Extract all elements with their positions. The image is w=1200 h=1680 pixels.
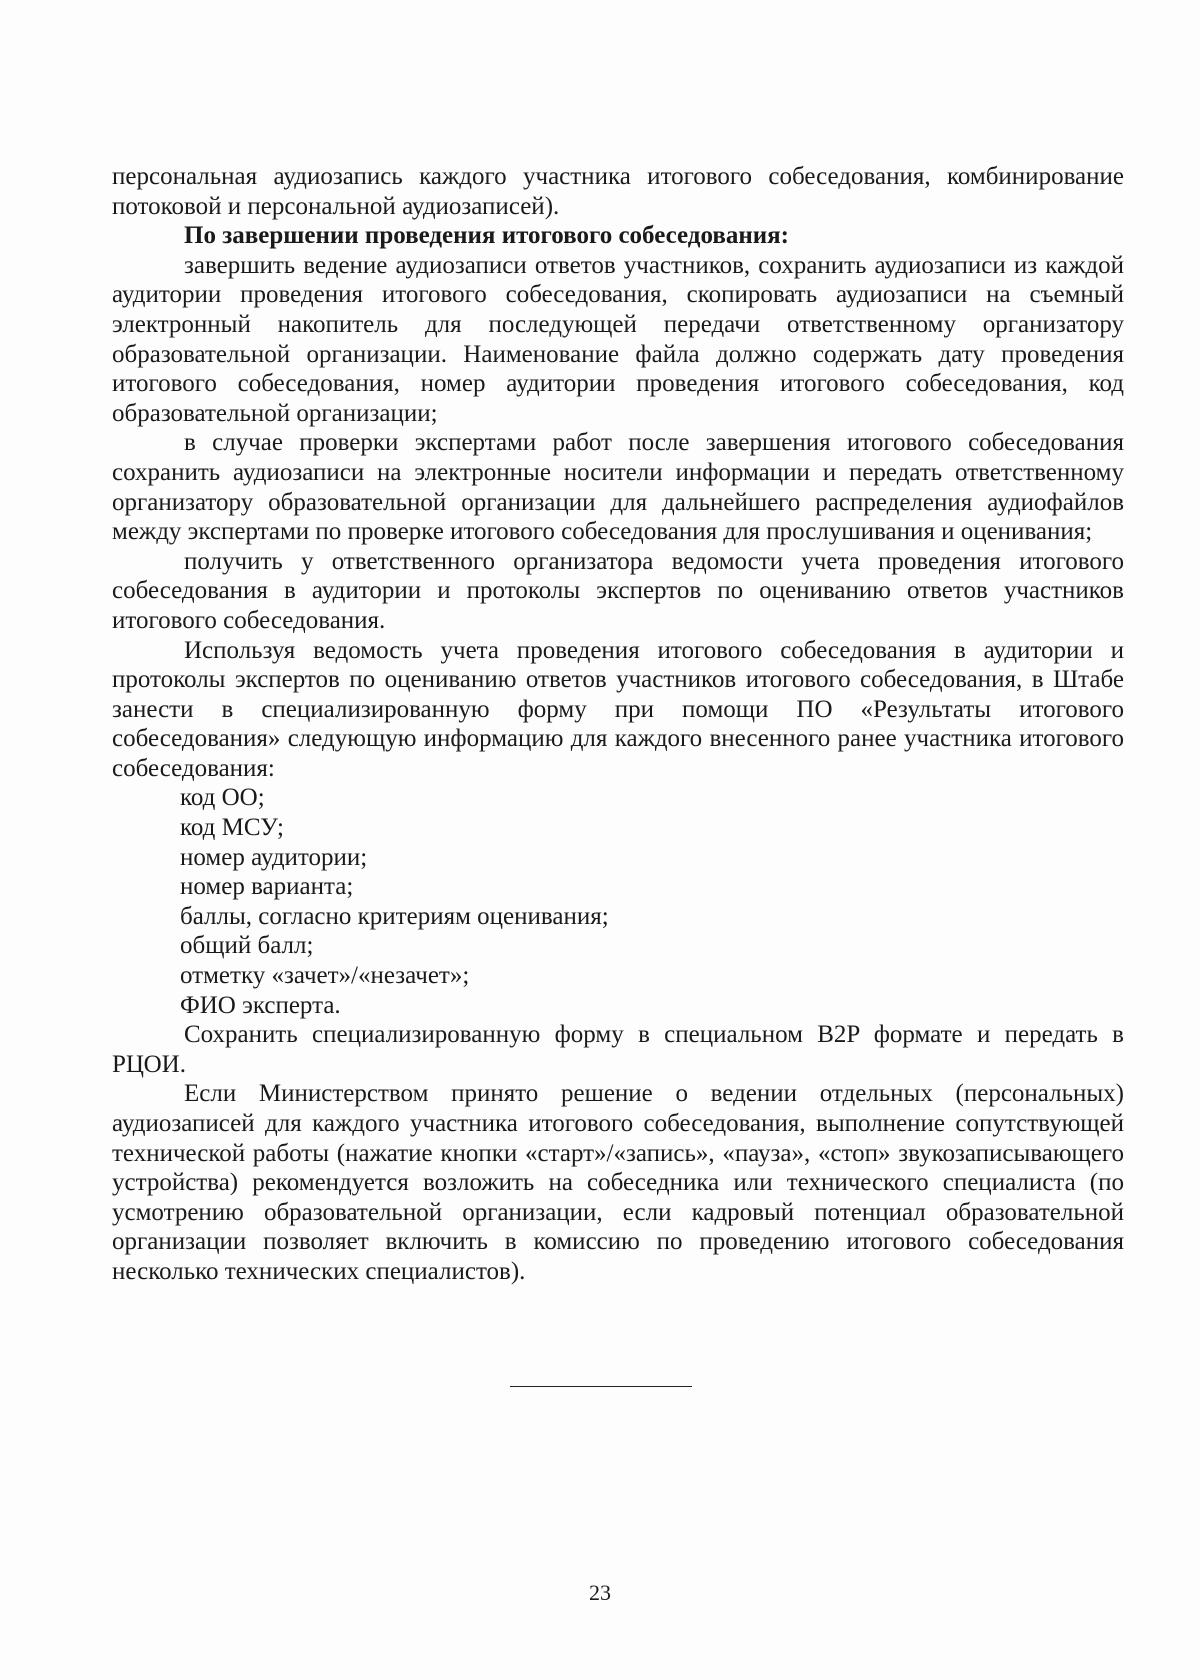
page-number: 23 xyxy=(589,1580,611,1605)
list-item: номер аудитории; xyxy=(180,843,368,871)
list-item: код ОО; xyxy=(180,784,265,812)
paragraph-ministry-decision: Если Министерством принято решение о ведении отдельных (персональных) аудиозаписей для каждого участника итогового собеседования, выполнение сопутствующей технической работы (нажатие кнопки «старт»/«запись», «пауза», «стоп» звукозаписывающего устройства) рекомендуется возложить на собеседника или технического специалиста (по усмотрению образовательной организации, если кадровый потенциал образовательной организации позволяет включить в комиссию по проведению итогового собеседования несколько технических специалистов). xyxy=(112,1080,1124,1285)
paragraph-continuation: персональная аудиозапись каждого участника итогового собеседования, комбинирование потоковой и персональной аудиозаписей). xyxy=(112,163,1124,220)
section-heading: По завершении проведения итогового собеседования: xyxy=(184,222,789,250)
info-list xyxy=(112,783,1124,1020)
list-item: отметку «зачет»/«незачет»; xyxy=(180,962,470,990)
section-separator-line xyxy=(510,1386,692,1387)
list-item: номер варианта; xyxy=(180,873,354,901)
list-item: общий балл; xyxy=(180,932,314,960)
list-item: код МСУ; xyxy=(180,814,284,842)
paragraph-receive-records: получить у ответственного организатора ведомости учета проведения итогового собеседования в аудитории и протоколы экспертов по оцениванию ответов участников итогового собеседования. xyxy=(112,547,1124,634)
paragraph-save-form: Сохранить специализированную форму в специальном B2P формате и передать в РЦОИ. xyxy=(112,1021,1124,1078)
paragraph-enter-results: Используя ведомость учета проведения итогового собеседования в аудитории и протоколы экспертов по оцениванию ответов участников итогового собеседования, в Штабе занести в специализированную форму при помощи ПО «Результаты итогового собеседования» следующую информацию для каждого внесенного ранее участника итогового собеседования: xyxy=(112,636,1124,782)
list-item: баллы, согласно критериям оценивания; xyxy=(180,902,609,930)
paragraph-expert-check: в случае проверки экспертами работ после завершения итогового собеседования сохранить аудиозаписи на электронные носители информации и передать ответственному организатору образовательной организации для дальнейшего распределения аудиофайлов между экспертами по проверке итогового собеседования для прослушивания и оценивания; xyxy=(112,429,1124,546)
list-item: ФИО эксперта. xyxy=(180,991,341,1019)
document-body xyxy=(112,162,1124,1287)
paragraph-save-audio: завершить ведение аудиозаписи ответов участников, сохранить аудиозаписи из каждой аудитории проведения итогового собеседования, скопировать аудиозаписи на съемный электронный накопитель для последующей передачи ответственному организатору образовательной организации. Наименование файла должно содержать дату проведения итогового собеседования, номер аудитории проведения итогового собеседования, код образовательной организации; xyxy=(112,251,1124,427)
